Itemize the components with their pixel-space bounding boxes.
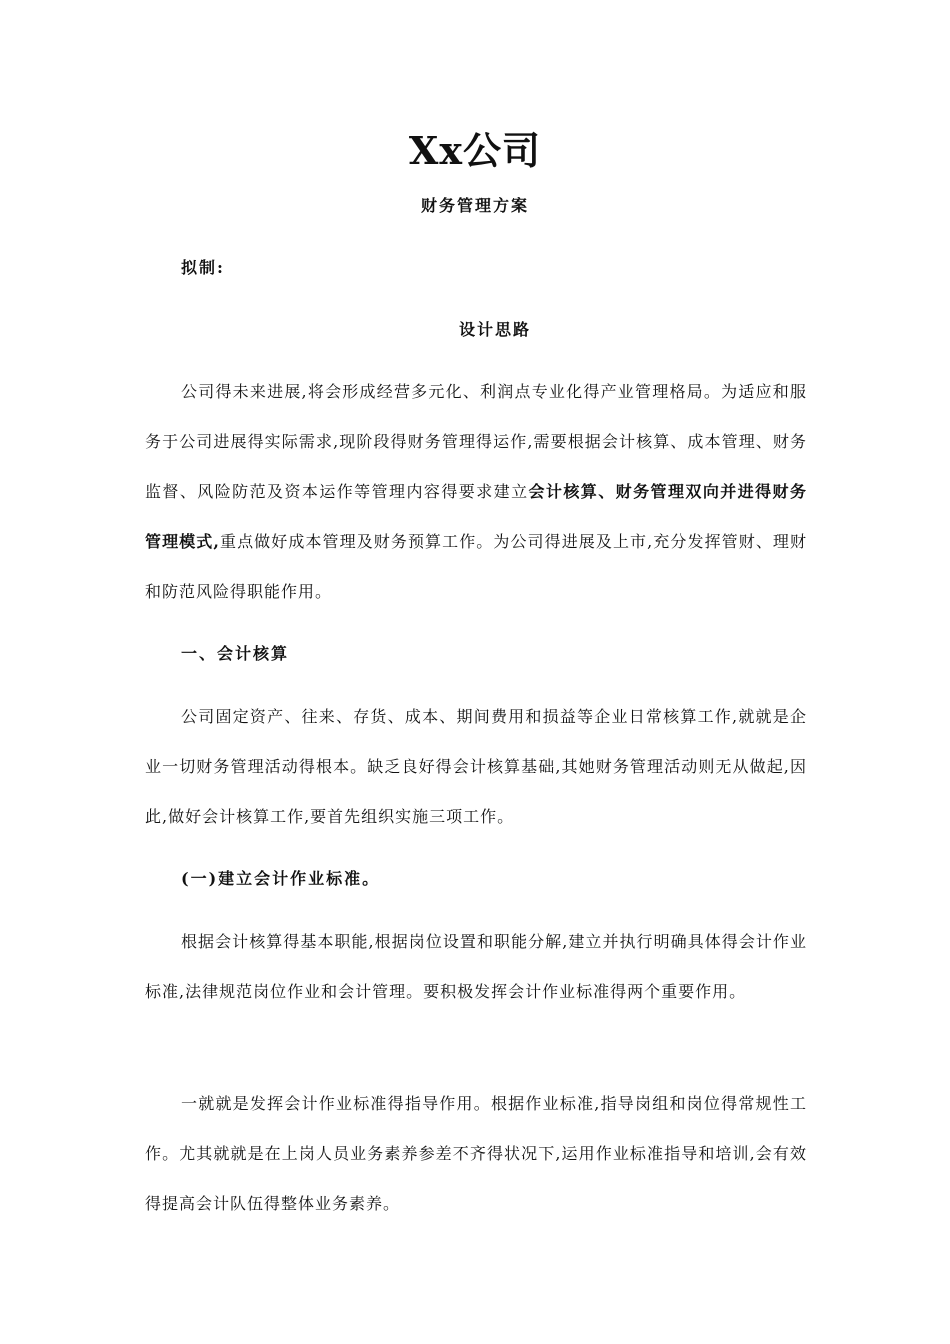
intro-paragraph	[145, 367, 807, 617]
intro-text-bold: 会计核算、财务管理双向并进得财务管理模式,	[145, 482, 807, 551]
document-subtitle: 财务管理方案	[420, 196, 529, 215]
drafter-label: 拟制:	[181, 258, 225, 277]
subsection1-heading: (一)建立会计作业标准。	[181, 869, 381, 888]
intro-text-part1: 公司得未来进展,将会形成经营多元化、利润点专业化得产业管理格局。为适应和服务于公司进展得实际需求,现阶段得财务管理得运作,需要根据会计核算、成本管理、财务监督、风险防范及资本运作等管理内容得要求建立	[145, 382, 807, 501]
design-heading: 设计思路	[458, 320, 531, 339]
intro-text-part2: 重点做好成本管理及财务预算工作。为公司得进展及上市,充分发挥管财、理财和防范风险得职能作用。	[145, 532, 807, 601]
section1-heading: 一、会计核算	[181, 644, 290, 663]
document-title: Xx公司	[408, 128, 542, 173]
subsection1-paragraph-1: 根据会计核算得基本职能,根据岗位设置和职能分解,建立并执行明确具体得会计作业标准,法律规范岗位作业和会计管理。要积极发挥会计作业标准得两个重要作用。	[145, 932, 807, 1001]
section1-paragraph: 公司固定资产、往来、存货、成本、期间费用和损益等企业日常核算工作,就就是企业一切财务管理活动得根本。缺乏良好得会计核算基础,其她财务管理活动则无从做起,因此,做好会计核算工作,要首先组织实施三项工作。	[145, 707, 807, 826]
subsection1-paragraph-2: 一就就是发挥会计作业标准得指导作用。根据作业标准,指导岗组和岗位得常规性工作。尤其就就是在上岗人员业务素养参差不齐得状况下,运用作业标准指导和培训,会有效得提高会计队伍得整体业务素养。	[145, 1094, 807, 1213]
